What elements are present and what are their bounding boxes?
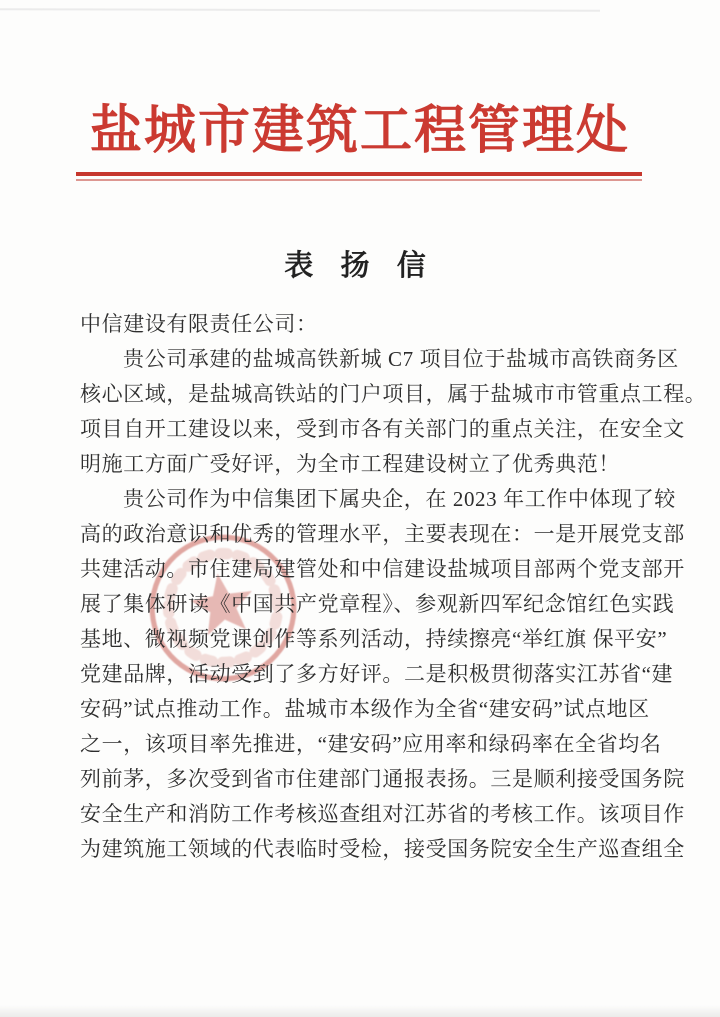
body-line: 贵公司作为中信集团下属央企，在 2023 年工作中体现了较 — [123, 487, 676, 511]
scan-artifact-top — [0, 8, 600, 12]
body-line: 党建品牌，活动受到了多方好评。二是积极贯彻落实江苏省“建 — [80, 662, 674, 686]
letterhead-rule-thin — [76, 179, 642, 181]
body-line: 之一，该项目率先推进，“建安码”应用率和绿码率在全省均名 — [80, 732, 662, 756]
letterhead-title: 盐城市建筑工程管理处 — [89, 103, 630, 160]
letterhead-rule-thick — [76, 172, 642, 176]
letter-body — [80, 307, 707, 867]
salutation: 中信建设有限责任公司： — [80, 312, 318, 336]
body-line: 高的政治意识和优秀的管理水平，主要表现在：一是开展党支部 — [80, 522, 685, 546]
body-line: 贵公司承建的盐城高铁新城 C7 项目位于盐城市高铁商务区 — [123, 347, 679, 371]
document-title: 表 扬 信 — [284, 250, 436, 282]
body-line: 列前茅，多次受到省市住建部门通报表扬。三是顺利接受国务院 — [80, 767, 685, 791]
body-line: 项目自开工建设以来，受到市各有关部门的重点关注，在安全文 — [80, 417, 685, 441]
body-line: 基地、微视频党课创作等系列活动，持续擦亮“举红旗 保平安” — [80, 627, 668, 651]
body-line: 共建活动。市住建局建管处和中信建设盐城项目部两个党支部开 — [80, 557, 685, 581]
body-line: 安码”试点推动工作。盐城市本级作为全省“建安码”试点地区 — [80, 697, 650, 721]
body-line: 展了集体研读《中国共产党章程》、参观新四军纪念馆红色实践 — [80, 592, 675, 616]
body-line: 明施工方面广受好评，为全市工程建设树立了优秀典范！ — [80, 452, 620, 476]
body-line: 核心区域，是盐城高铁站的门户项目，属于盐城市市管重点工程。 — [80, 382, 707, 406]
body-line: 安全生产和消防工作考核巡查组对江苏省的考核工作。该项目作 — [80, 802, 685, 826]
body-line: 为建筑施工领域的代表临时受检，接受国务院安全生产巡查组全 — [80, 837, 685, 861]
scan-artifact-bottom — [0, 1005, 720, 1017]
